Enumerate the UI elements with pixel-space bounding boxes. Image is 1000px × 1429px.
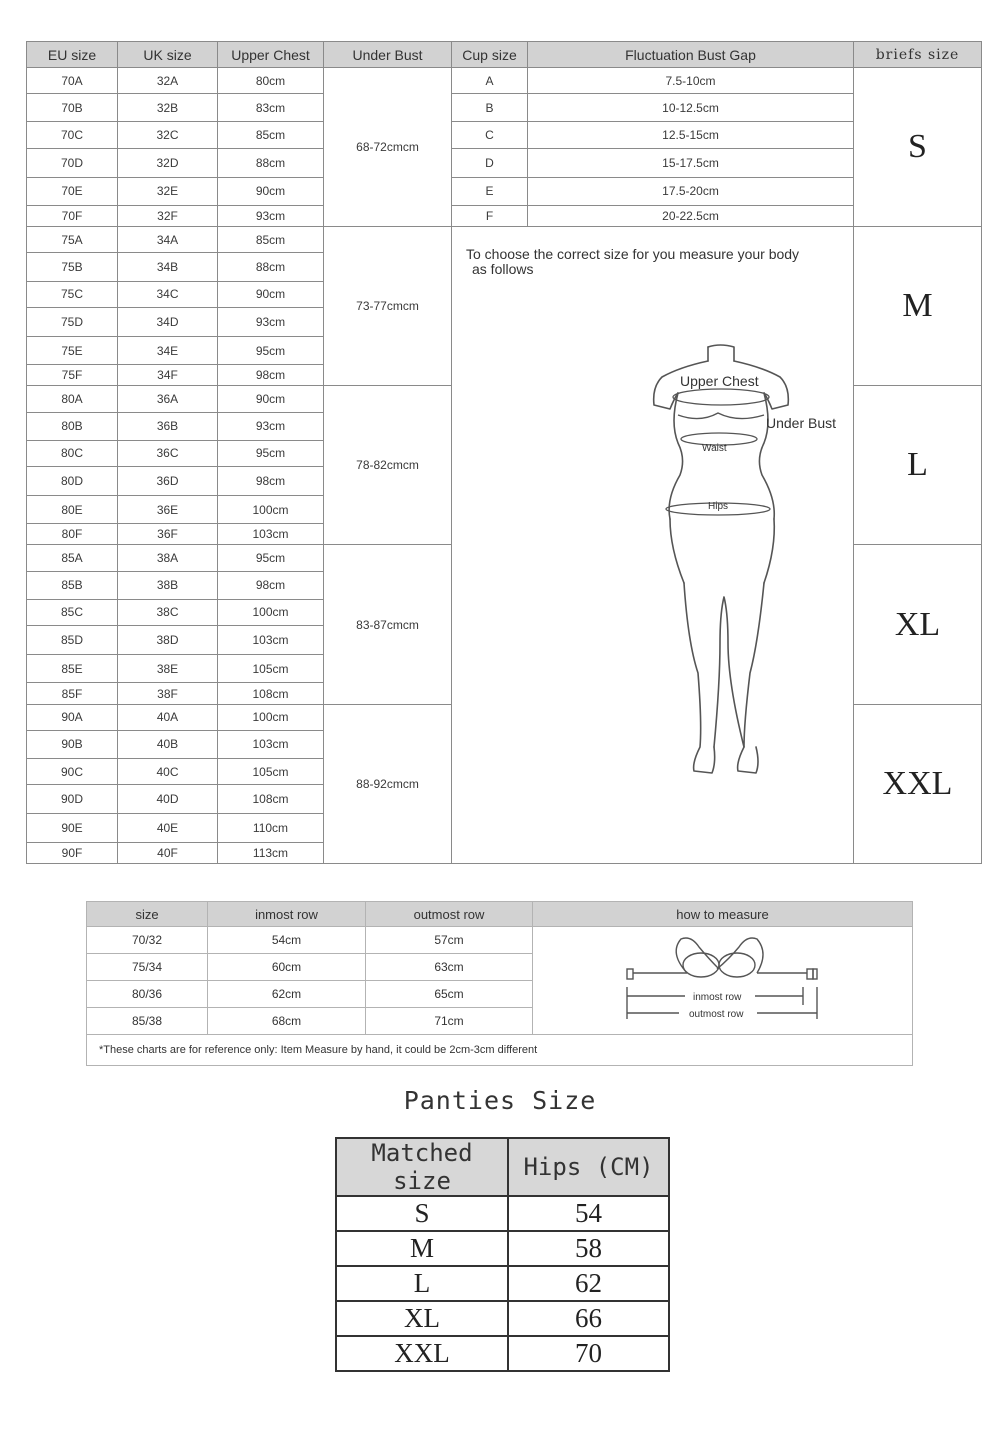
eu-size-cell: 70D bbox=[27, 148, 118, 177]
header-cup-size: Cup size bbox=[452, 42, 528, 68]
panties-hips-cell: 66 bbox=[508, 1301, 669, 1336]
bra-size-chart bbox=[26, 41, 981, 864]
upper-chest-cell: 93cm bbox=[218, 206, 324, 227]
uk-size-cell: 32C bbox=[118, 122, 218, 148]
bust-gap-cell: 12.5-15cm bbox=[528, 122, 854, 148]
eu-size-cell: 80C bbox=[27, 440, 118, 466]
band-outmost-cell: 65cm bbox=[366, 981, 533, 1008]
panties-hips-cell: 54 bbox=[508, 1196, 669, 1231]
uk-size-cell: 34B bbox=[118, 253, 218, 281]
upper-chest-cell: 103cm bbox=[218, 524, 324, 545]
panties-row bbox=[336, 1231, 669, 1266]
eu-size-cell: 90F bbox=[27, 842, 118, 863]
eu-size-cell: 90C bbox=[27, 759, 118, 785]
panties-size-cell: M bbox=[336, 1231, 508, 1266]
upper-chest-cell: 93cm bbox=[218, 412, 324, 440]
body-figure-illustration bbox=[552, 343, 872, 783]
bra-measure-diagram bbox=[617, 929, 837, 1029]
band-size-chart bbox=[86, 901, 912, 1065]
uk-size-cell: 36A bbox=[118, 386, 218, 412]
eu-size-cell: 90E bbox=[27, 814, 118, 842]
band-header-outmost: outmost row bbox=[366, 902, 533, 927]
uk-size-cell: 32D bbox=[118, 148, 218, 177]
eu-size-cell: 75A bbox=[27, 227, 118, 253]
eu-size-cell: 75F bbox=[27, 365, 118, 386]
upper-chest-cell: 108cm bbox=[218, 683, 324, 704]
uk-size-cell: 38C bbox=[118, 599, 218, 625]
band-size-cell: 85/38 bbox=[87, 1008, 208, 1035]
panties-row bbox=[336, 1266, 669, 1301]
uk-size-cell: 40A bbox=[118, 704, 218, 730]
bust-gap-cell: 10-12.5cm bbox=[528, 94, 854, 122]
bust-gap-cell: 20-22.5cm bbox=[528, 206, 854, 227]
eu-size-cell: 70F bbox=[27, 206, 118, 227]
upper-chest-cell: 113cm bbox=[218, 842, 324, 863]
panties-size-cell: L bbox=[336, 1266, 508, 1301]
table-row bbox=[27, 68, 982, 94]
upper-chest-cell: 108cm bbox=[218, 785, 324, 814]
band-size-table bbox=[86, 901, 913, 1066]
cup-size-cell: A bbox=[452, 68, 528, 94]
eu-size-cell: 75B bbox=[27, 253, 118, 281]
band-size-cell: 75/34 bbox=[87, 954, 208, 981]
uk-size-cell: 38A bbox=[118, 545, 218, 571]
label-upper-chest: Upper Chest bbox=[680, 373, 759, 390]
upper-chest-cell: 98cm bbox=[218, 466, 324, 495]
under-bust-cell: 78-82cmcm bbox=[324, 386, 452, 545]
uk-size-cell: 36D bbox=[118, 466, 218, 495]
table-header-row bbox=[27, 42, 982, 68]
upper-chest-cell: 110cm bbox=[218, 814, 324, 842]
uk-size-cell: 36E bbox=[118, 496, 218, 524]
upper-chest-cell: 98cm bbox=[218, 365, 324, 386]
upper-chest-cell: 88cm bbox=[218, 253, 324, 281]
uk-size-cell: 32A bbox=[118, 68, 218, 94]
diagram-label-outmost: outmost row bbox=[689, 1009, 744, 1020]
eu-size-cell: 75D bbox=[27, 307, 118, 336]
table-row bbox=[27, 148, 982, 177]
panties-size-cell: XL bbox=[336, 1301, 508, 1336]
panties-hips-cell: 62 bbox=[508, 1266, 669, 1301]
panties-title: Panties Size bbox=[403, 1086, 597, 1115]
under-bust-cell: 73-77cmcm bbox=[324, 227, 452, 386]
eu-size-cell: 70B bbox=[27, 94, 118, 122]
label-hips: Hips bbox=[708, 501, 729, 513]
uk-size-cell: 38F bbox=[118, 683, 218, 704]
upper-chest-cell: 105cm bbox=[218, 655, 324, 683]
band-size-cell: 70/32 bbox=[87, 927, 208, 954]
band-inmost-cell: 68cm bbox=[208, 1008, 366, 1035]
panties-row bbox=[336, 1336, 669, 1371]
upper-chest-cell: 95cm bbox=[218, 336, 324, 364]
eu-size-cell: 85C bbox=[27, 599, 118, 625]
uk-size-cell: 38E bbox=[118, 655, 218, 683]
under-bust-cell: 68-72cmcm bbox=[324, 68, 452, 227]
upper-chest-cell: 85cm bbox=[218, 122, 324, 148]
band-header-how: how to measure bbox=[533, 902, 913, 927]
uk-size-cell: 40B bbox=[118, 730, 218, 758]
eu-size-cell: 85F bbox=[27, 683, 118, 704]
eu-size-cell: 85A bbox=[27, 545, 118, 571]
reference-note: *These charts are for reference only: Item Measure by hand, it could be 2cm-3cm different bbox=[87, 1035, 913, 1066]
band-inmost-cell: 62cm bbox=[208, 981, 366, 1008]
header-bust-gap: Fluctuation Bust Gap bbox=[528, 42, 854, 68]
upper-chest-cell: 83cm bbox=[218, 94, 324, 122]
eu-size-cell: 80E bbox=[27, 496, 118, 524]
eu-size-cell: 80B bbox=[27, 412, 118, 440]
panties-size-cell: XXL bbox=[336, 1336, 508, 1371]
header-briefs-size: briefs size bbox=[854, 42, 982, 68]
cup-size-cell: D bbox=[452, 148, 528, 177]
band-size-cell: 80/36 bbox=[87, 981, 208, 1008]
diagram-label-inmost: inmost row bbox=[693, 992, 742, 1003]
header-eu-size: EU size bbox=[27, 42, 118, 68]
table-row bbox=[27, 94, 982, 122]
header-under-bust: Under Bust bbox=[324, 42, 452, 68]
under-bust-cell: 88-92cmcm bbox=[324, 704, 452, 863]
upper-chest-cell: 103cm bbox=[218, 626, 324, 655]
eu-size-cell: 85B bbox=[27, 571, 118, 599]
brief-size-cell: S bbox=[854, 68, 982, 227]
band-header-size: size bbox=[87, 902, 208, 927]
panties-header-hips: Hips (CM) bbox=[508, 1138, 669, 1196]
uk-size-cell: 34D bbox=[118, 307, 218, 336]
uk-size-cell: 32B bbox=[118, 94, 218, 122]
upper-chest-cell: 100cm bbox=[218, 599, 324, 625]
eu-size-cell: 75C bbox=[27, 281, 118, 307]
band-header-row bbox=[87, 902, 913, 927]
upper-chest-cell: 90cm bbox=[218, 281, 324, 307]
eu-size-cell: 70C bbox=[27, 122, 118, 148]
eu-size-cell: 80A bbox=[27, 386, 118, 412]
panties-hips-cell: 58 bbox=[508, 1231, 669, 1266]
table-row bbox=[27, 227, 982, 253]
eu-size-cell: 85E bbox=[27, 655, 118, 683]
brief-size-cell: XL bbox=[854, 545, 982, 704]
eu-size-cell: 90B bbox=[27, 730, 118, 758]
upper-chest-cell: 90cm bbox=[218, 177, 324, 205]
panties-hips-cell: 70 bbox=[508, 1336, 669, 1371]
cup-size-cell: E bbox=[452, 177, 528, 205]
eu-size-cell: 85D bbox=[27, 626, 118, 655]
bust-gap-cell: 17.5-20cm bbox=[528, 177, 854, 205]
upper-chest-cell: 80cm bbox=[218, 68, 324, 94]
uk-size-cell: 36B bbox=[118, 412, 218, 440]
cup-size-cell: B bbox=[452, 94, 528, 122]
upper-chest-cell: 95cm bbox=[218, 440, 324, 466]
uk-size-cell: 32F bbox=[118, 206, 218, 227]
bra-size-table bbox=[26, 41, 982, 864]
how-to-measure-cell bbox=[533, 927, 913, 1035]
eu-size-cell: 80D bbox=[27, 466, 118, 495]
panties-row bbox=[336, 1301, 669, 1336]
eu-size-cell: 70E bbox=[27, 177, 118, 205]
bust-gap-cell: 7.5-10cm bbox=[528, 68, 854, 94]
instruction-line-2: as follows bbox=[472, 261, 534, 278]
eu-size-cell: 90A bbox=[27, 704, 118, 730]
upper-chest-cell: 88cm bbox=[218, 148, 324, 177]
brief-size-cell: L bbox=[854, 386, 982, 545]
upper-chest-cell: 93cm bbox=[218, 307, 324, 336]
uk-size-cell: 34E bbox=[118, 336, 218, 364]
panties-size-cell: S bbox=[336, 1196, 508, 1231]
under-bust-cell: 83-87cmcm bbox=[324, 545, 452, 704]
uk-size-cell: 34F bbox=[118, 365, 218, 386]
panties-header-row bbox=[336, 1138, 669, 1196]
cup-size-cell: F bbox=[452, 206, 528, 227]
uk-size-cell: 32E bbox=[118, 177, 218, 205]
uk-size-cell: 38B bbox=[118, 571, 218, 599]
band-row bbox=[87, 927, 913, 954]
uk-size-cell: 40F bbox=[118, 842, 218, 863]
band-note-row bbox=[87, 1035, 913, 1066]
band-inmost-cell: 54cm bbox=[208, 927, 366, 954]
eu-size-cell: 90D bbox=[27, 785, 118, 814]
uk-size-cell: 38D bbox=[118, 626, 218, 655]
upper-chest-cell: 85cm bbox=[218, 227, 324, 253]
uk-size-cell: 34C bbox=[118, 281, 218, 307]
upper-chest-cell: 100cm bbox=[218, 496, 324, 524]
table-row bbox=[27, 206, 982, 227]
table-row bbox=[27, 122, 982, 148]
band-outmost-cell: 57cm bbox=[366, 927, 533, 954]
brief-size-cell: XXL bbox=[854, 704, 982, 863]
panties-size-table bbox=[335, 1137, 670, 1372]
panties-header-matched: Matched size bbox=[336, 1138, 508, 1196]
uk-size-cell: 40C bbox=[118, 759, 218, 785]
label-waist: Waist bbox=[702, 443, 727, 455]
header-uk-size: UK size bbox=[118, 42, 218, 68]
upper-chest-cell: 95cm bbox=[218, 545, 324, 571]
band-outmost-cell: 63cm bbox=[366, 954, 533, 981]
uk-size-cell: 36C bbox=[118, 440, 218, 466]
label-under-bust: Under Bust bbox=[766, 415, 837, 432]
eu-size-cell: 75E bbox=[27, 336, 118, 364]
eu-size-cell: 70A bbox=[27, 68, 118, 94]
eu-size-cell: 80F bbox=[27, 524, 118, 545]
uk-size-cell: 40D bbox=[118, 785, 218, 814]
upper-chest-cell: 100cm bbox=[218, 704, 324, 730]
uk-size-cell: 34A bbox=[118, 227, 218, 253]
measure-instructions bbox=[466, 247, 846, 277]
panties-row bbox=[336, 1196, 669, 1231]
upper-chest-cell: 98cm bbox=[218, 571, 324, 599]
upper-chest-cell: 103cm bbox=[218, 730, 324, 758]
uk-size-cell: 36F bbox=[118, 524, 218, 545]
band-inmost-cell: 60cm bbox=[208, 954, 366, 981]
brief-size-cell: M bbox=[854, 227, 982, 386]
upper-chest-cell: 105cm bbox=[218, 759, 324, 785]
upper-chest-cell: 90cm bbox=[218, 386, 324, 412]
cup-size-cell: C bbox=[452, 122, 528, 148]
bust-gap-cell: 15-17.5cm bbox=[528, 148, 854, 177]
measure-figure-cell bbox=[452, 227, 854, 864]
instruction-line-1: To choose the correct size for you measure your body bbox=[466, 246, 800, 263]
uk-size-cell: 40E bbox=[118, 814, 218, 842]
table-row bbox=[27, 177, 982, 205]
header-upper-chest: Upper Chest bbox=[218, 42, 324, 68]
band-header-inmost: inmost row bbox=[208, 902, 366, 927]
band-outmost-cell: 71cm bbox=[366, 1008, 533, 1035]
